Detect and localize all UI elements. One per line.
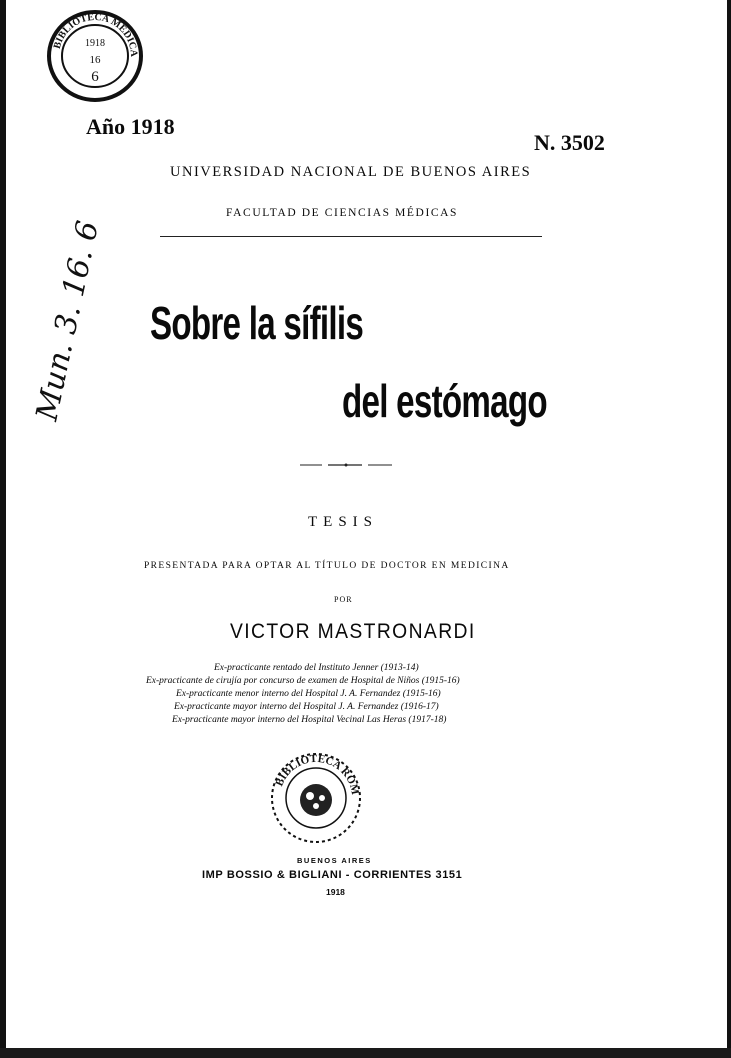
thesis-purpose: PRESENTADA PARA OPTAR AL TÍTULO DE DOCTOR EN MEDICINA (144, 561, 510, 571)
stamp-top-ring-text: BIBLIOTECA MEDICA (51, 11, 140, 57)
imprint-printer: IMP BOSSIO & BIGLIANI - CORRIENTES 3151 (202, 869, 463, 881)
author-credits (140, 662, 560, 727)
university-name: UNIVERSIDAD NACIONAL DE BUENOS AIRES (170, 164, 532, 180)
stamp-top-line1: 1918 (85, 38, 105, 49)
imprint-year: 1918 (326, 887, 345, 897)
by-label: POR (334, 595, 353, 604)
handwritten-annotation-icon (22, 192, 112, 432)
credit-line: Ex-practicante rentado del Instituto Jenner (1913-14) (214, 663, 419, 673)
credit-line: Ex-practicante menor interno del Hospital J. A. Fernandez (1915-16) (176, 689, 441, 699)
stamp-top-line3: 6 (91, 69, 99, 85)
header-divider (160, 236, 542, 237)
handwriting-text: Mun. 3. 16. 6 (29, 217, 107, 424)
credit-line: Ex-practicante mayor interno del Hospital J. A. Fernandez (1916-17) (174, 702, 439, 712)
imprint-city: BUENOS AIRES (297, 856, 372, 865)
title-line-1: Sobre la sífilis (150, 297, 364, 349)
catalog-number: N. 3502 (534, 130, 605, 155)
scan-right-edge (727, 0, 731, 1058)
library-stamp-bottom-icon (262, 748, 370, 848)
library-stamp-top-icon (45, 8, 145, 104)
stamp-bottom-ring-text: BIBLIOTECA ROM (273, 752, 362, 796)
title-line-2: del estómago (342, 375, 547, 427)
credit-line: Ex-practicante de cirujía por concurso de examen de Hospital de Niños (1915-16) (146, 676, 460, 686)
scan-left-edge (0, 0, 6, 1058)
stamp-top-line2: 16 (89, 54, 101, 66)
ornament-divider-icon (300, 456, 392, 464)
faculty-name: FACULTAD DE CIENCIAS MÉDICAS (226, 207, 459, 219)
svg-text:BIBLIOTECA MEDICA ROMA (45, 8, 139, 58)
year-label: Año 1918 (86, 114, 175, 139)
scan-bottom-edge (0, 1048, 731, 1058)
author-name: VICTOR MASTRONARDI (230, 620, 476, 643)
thesis-label: TESIS (308, 514, 379, 530)
credit-line: Ex-practicante mayor interno del Hospital Vecinal Las Heras (1917-18) (172, 715, 447, 725)
